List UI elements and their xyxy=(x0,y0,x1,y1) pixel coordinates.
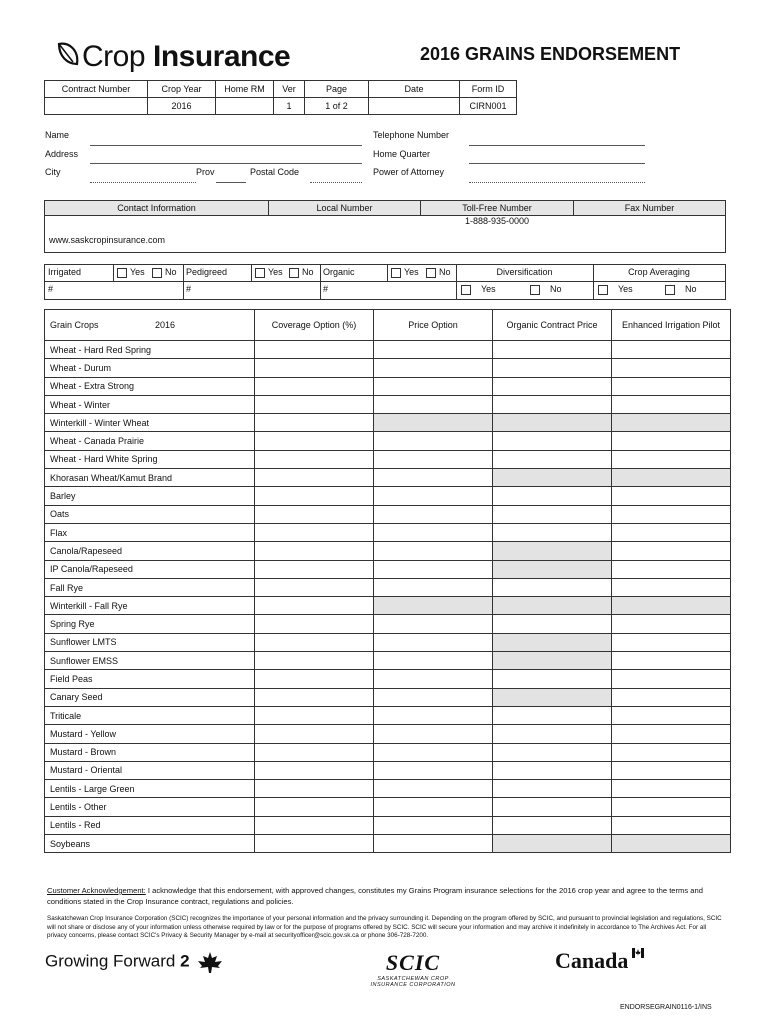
contact-header-row xyxy=(45,201,725,216)
prov-field[interactable] xyxy=(216,182,246,183)
growing-forward-text: Growing Forward xyxy=(45,951,176,971)
irrigated-yes-option[interactable] xyxy=(117,267,145,278)
canada-flag-icon xyxy=(632,948,644,958)
no-label: No xyxy=(302,267,314,277)
price-option-cell[interactable] xyxy=(374,377,493,395)
crop-name: Mustard - Oriental xyxy=(45,761,255,779)
no-label: No xyxy=(165,267,177,277)
yes-label: Yes xyxy=(130,267,145,277)
organic-contract-price-cell[interactable] xyxy=(493,377,612,395)
price-option-cell[interactable] xyxy=(374,395,493,413)
organic-contract-price-cell[interactable] xyxy=(493,615,612,633)
organic-contract-price-cell[interactable] xyxy=(493,341,612,359)
coverage-option-cell[interactable] xyxy=(255,560,374,578)
organic-contract-price-cell[interactable] xyxy=(493,487,612,505)
enhanced-irrigation-pilot-cell[interactable] xyxy=(612,542,731,560)
organic-contract-price-cell[interactable] xyxy=(493,395,612,413)
organic-yes-option[interactable] xyxy=(391,267,419,278)
city-label: City xyxy=(45,167,61,177)
checkbox-icon[interactable] xyxy=(255,268,265,278)
yes-label: Yes xyxy=(481,284,496,294)
coverage-option-cell[interactable] xyxy=(255,743,374,761)
price-option-cell[interactable] xyxy=(374,469,493,487)
contact-information-header: Contact Information xyxy=(45,201,269,215)
table-row xyxy=(45,835,731,853)
enhanced-irrigation-pilot-header: Enhanced Irrigation Pilot xyxy=(612,310,731,341)
crop-name: Wheat - Hard Red Spring xyxy=(45,341,255,359)
table-row xyxy=(45,341,731,359)
price-option-cell[interactable] xyxy=(374,359,493,377)
logo-crop-text: Crop xyxy=(82,40,146,73)
growing-forward-logo xyxy=(45,950,226,974)
enhanced-irrigation-pilot-cell[interactable] xyxy=(612,432,731,450)
yes-label: Yes xyxy=(618,284,633,294)
scic-subtext-2: INSURANCE CORPORATION xyxy=(370,982,456,988)
diversification-label: Diversification xyxy=(496,267,553,277)
crop-name: Canary Seed xyxy=(45,688,255,706)
contract-number-header: Contract Number xyxy=(45,81,148,98)
name-field[interactable] xyxy=(90,145,362,146)
table-row xyxy=(45,670,731,688)
table-row xyxy=(45,505,731,523)
crop-name: Khorasan Wheat/Kamut Brand xyxy=(45,469,255,487)
postal-code-label: Postal Code xyxy=(250,167,300,177)
table-row xyxy=(45,578,731,596)
organic-contract-price-cell xyxy=(493,469,612,487)
crop-name: Field Peas xyxy=(45,670,255,688)
checkbox-icon[interactable] xyxy=(152,268,162,278)
price-option-cell[interactable] xyxy=(374,542,493,560)
growing-forward-number: 2 xyxy=(180,951,190,971)
crop-name: Winterkill - Winter Wheat xyxy=(45,414,255,432)
enhanced-irrigation-pilot-cell xyxy=(612,469,731,487)
home-rm-field[interactable] xyxy=(216,98,274,115)
date-field[interactable] xyxy=(369,98,460,115)
table-row xyxy=(45,615,731,633)
form-id-value: CIRN001 xyxy=(460,98,517,115)
coverage-option-cell[interactable] xyxy=(255,395,374,413)
crop-name: Spring Rye xyxy=(45,615,255,633)
coverage-option-cell[interactable] xyxy=(255,706,374,724)
table-row xyxy=(45,816,731,834)
organic-contract-price-cell[interactable] xyxy=(493,670,612,688)
price-option-cell[interactable] xyxy=(374,652,493,670)
crop-name: Sunflower LMTS xyxy=(45,633,255,651)
coverage-option-cell[interactable] xyxy=(255,835,374,853)
enhanced-irrigation-pilot-cell[interactable] xyxy=(612,670,731,688)
no-label: No xyxy=(685,284,697,294)
no-label: No xyxy=(439,267,451,277)
table-row xyxy=(45,523,731,541)
coverage-option-cell[interactable] xyxy=(255,487,374,505)
organic-contract-price-cell xyxy=(493,597,612,615)
local-number-header: Local Number xyxy=(269,201,421,215)
scic-logo xyxy=(363,950,463,988)
price-option-cell[interactable] xyxy=(374,761,493,779)
organic-contract-price-cell[interactable] xyxy=(493,432,612,450)
enhanced-irrigation-pilot-cell[interactable] xyxy=(612,798,731,816)
coverage-option-cell[interactable] xyxy=(255,688,374,706)
enhanced-irrigation-pilot-cell[interactable] xyxy=(612,816,731,834)
yes-label: Yes xyxy=(404,267,419,277)
crop-year-value: 2016 xyxy=(148,98,216,115)
crop-year-header: Crop Year xyxy=(148,81,216,98)
crop-name: Wheat - Winter xyxy=(45,395,255,413)
price-option-cell[interactable] xyxy=(374,743,493,761)
table-row xyxy=(45,450,731,468)
organic-number-field[interactable]: # xyxy=(323,284,329,294)
crop-year-label: 2016 xyxy=(155,320,176,330)
canada-wordmark xyxy=(555,948,644,974)
price-option-cell[interactable] xyxy=(374,706,493,724)
checkbox-icon[interactable] xyxy=(665,285,675,295)
price-option-cell[interactable] xyxy=(374,450,493,468)
enhanced-irrigation-pilot-cell[interactable] xyxy=(612,377,731,395)
coverage-option-cell[interactable] xyxy=(255,597,374,615)
crop-name: Soybeans xyxy=(45,835,255,853)
table-row xyxy=(45,432,731,450)
coverage-option-header: Coverage Option (%) xyxy=(255,310,374,341)
enhanced-irrigation-pilot-cell xyxy=(612,835,731,853)
crop-averaging-no-option[interactable] xyxy=(665,284,697,295)
website-link[interactable]: www.saskcropinsurance.com xyxy=(49,235,166,245)
organic-contract-price-cell[interactable] xyxy=(493,761,612,779)
enhanced-irrigation-pilot-cell[interactable] xyxy=(612,487,731,505)
page-title: 2016 GRAINS ENDORSEMENT xyxy=(420,44,681,64)
organic-label: Organic xyxy=(323,267,355,277)
page-value: 1 of 2 xyxy=(305,98,369,115)
irrigated-label: Irrigated xyxy=(48,267,82,277)
contract-table xyxy=(44,80,517,115)
diversification-no-option[interactable] xyxy=(530,284,562,295)
crop-name: Winterkill - Fall Rye xyxy=(45,597,255,615)
organic-contract-price-cell[interactable] xyxy=(493,780,612,798)
table-row xyxy=(45,560,731,578)
table-row xyxy=(45,597,731,615)
power-of-attorney-label: Power of Attorney xyxy=(373,167,445,177)
coverage-option-cell[interactable] xyxy=(255,469,374,487)
ver-value: 1 xyxy=(274,98,305,115)
address-field[interactable] xyxy=(90,163,362,164)
coverage-option-cell[interactable] xyxy=(255,816,374,834)
table-row xyxy=(45,469,731,487)
coverage-option-cell[interactable] xyxy=(255,761,374,779)
price-option-cell[interactable] xyxy=(374,798,493,816)
page-header: Page xyxy=(305,81,369,98)
enhanced-irrigation-pilot-cell[interactable] xyxy=(612,615,731,633)
coverage-option-cell[interactable] xyxy=(255,798,374,816)
price-option-cell xyxy=(374,414,493,432)
crop-name: Triticale xyxy=(45,706,255,724)
price-option-cell[interactable] xyxy=(374,523,493,541)
price-option-cell[interactable] xyxy=(374,432,493,450)
checkbox-icon[interactable] xyxy=(461,285,471,295)
crop-name: Lentils - Other xyxy=(45,798,255,816)
organic-contract-price-cell[interactable] xyxy=(493,816,612,834)
organic-no-option[interactable] xyxy=(426,267,451,278)
price-option-cell[interactable] xyxy=(374,341,493,359)
table-row xyxy=(45,761,731,779)
home-quarter-label: Home Quarter xyxy=(373,149,431,159)
grain-crops-label: Grain Crops xyxy=(50,320,99,330)
coverage-option-cell[interactable] xyxy=(255,450,374,468)
enhanced-irrigation-pilot-cell[interactable] xyxy=(612,450,731,468)
enhanced-irrigation-pilot-cell[interactable] xyxy=(612,780,731,798)
telephone-field[interactable] xyxy=(469,145,645,146)
table-row xyxy=(45,780,731,798)
logo-insurance-text: Insurance xyxy=(153,40,291,73)
leaf-icon xyxy=(55,40,81,70)
pedigreed-no-option[interactable] xyxy=(289,267,314,278)
enhanced-irrigation-pilot-cell[interactable] xyxy=(612,560,731,578)
contract-number-field[interactable] xyxy=(45,98,148,115)
checkbox-icon[interactable] xyxy=(391,268,401,278)
table-row xyxy=(45,377,731,395)
fax-number-header: Fax Number xyxy=(624,203,675,213)
crop-name: Barley xyxy=(45,487,255,505)
crop-name: Lentils - Large Green xyxy=(45,780,255,798)
coverage-option-cell[interactable] xyxy=(255,341,374,359)
crop-name: Mustard - Brown xyxy=(45,743,255,761)
coverage-option-cell[interactable] xyxy=(255,670,374,688)
postal-code-field[interactable] xyxy=(310,182,362,183)
enhanced-irrigation-pilot-cell[interactable] xyxy=(612,725,731,743)
crop-name: Mustard - Yellow xyxy=(45,725,255,743)
irrigated-number-field[interactable]: # xyxy=(48,284,54,294)
checkbox-icon[interactable] xyxy=(117,268,127,278)
city-field[interactable] xyxy=(90,182,196,183)
options-box xyxy=(44,264,726,300)
coverage-option-cell[interactable] xyxy=(255,505,374,523)
name-label: Name xyxy=(45,130,70,140)
enhanced-irrigation-pilot-cell xyxy=(612,414,731,432)
crop-name: Oats xyxy=(45,505,255,523)
enhanced-irrigation-pilot-cell[interactable] xyxy=(612,633,731,651)
enhanced-irrigation-pilot-cell[interactable] xyxy=(612,706,731,724)
enhanced-irrigation-pilot-cell[interactable] xyxy=(612,761,731,779)
enhanced-irrigation-pilot-cell[interactable] xyxy=(612,505,731,523)
enhanced-irrigation-pilot-cell[interactable] xyxy=(612,688,731,706)
canada-text: Canada xyxy=(555,948,629,973)
price-option-header: Price Option xyxy=(374,310,493,341)
date-header: Date xyxy=(369,81,460,98)
home-rm-header: Home RM xyxy=(216,81,274,98)
privacy-statement: Saskatchewan Crop Insurance Corporation (SCIC) recognizes the importance of your personal information and the privacy surrounding it. Depending on the program offered by SCIC, and pursuant to provincial legislation and regulations, SCIC will not share or disclose any of your information unless otherwise required by law or for the purpose of programs offered by SCIC. SCIC will secure your information and may archive it indefinitely in accordance to The Archives Act. For all privacy concerns, please contact SCIC's Privacy & Security Manager by e-mail at securityofficer@scic.gov.sk.ca or phone 306-728-7200. xyxy=(47,915,722,940)
prov-label: Prov xyxy=(196,167,215,177)
power-of-attorney-field[interactable] xyxy=(469,182,645,183)
table-row xyxy=(45,487,731,505)
crop-name: Sunflower EMSS xyxy=(45,652,255,670)
crop-name: Wheat - Durum xyxy=(45,359,255,377)
table-row xyxy=(45,414,731,432)
enhanced-irrigation-pilot-cell[interactable] xyxy=(612,523,731,541)
table-row xyxy=(45,652,731,670)
grain-crops-header xyxy=(45,310,255,341)
table-row xyxy=(45,542,731,560)
coverage-option-cell[interactable] xyxy=(255,359,374,377)
ver-header: Ver xyxy=(274,81,305,98)
enhanced-irrigation-pilot-cell[interactable] xyxy=(612,743,731,761)
checkbox-icon[interactable] xyxy=(598,285,608,295)
pedigreed-yes-option[interactable] xyxy=(255,267,283,278)
organic-contract-price-cell xyxy=(493,633,612,651)
organic-contract-price-cell[interactable] xyxy=(493,505,612,523)
form-code: ENDORSEGRAIN0116-1/INS xyxy=(620,1004,712,1011)
pedigreed-number-field[interactable]: # xyxy=(186,284,192,294)
maple-leaf-icon xyxy=(194,950,226,974)
price-option-cell[interactable] xyxy=(374,578,493,596)
acknowledgement-label: Customer Acknowledgement: xyxy=(47,886,146,895)
crops-header-row xyxy=(45,310,731,341)
coverage-option-cell[interactable] xyxy=(255,414,374,432)
no-label: No xyxy=(550,284,562,294)
enhanced-irrigation-pilot-cell[interactable] xyxy=(612,359,731,377)
coverage-option-cell[interactable] xyxy=(255,725,374,743)
organic-contract-price-cell[interactable] xyxy=(493,725,612,743)
crop-name: Flax xyxy=(45,523,255,541)
organic-contract-price-cell[interactable] xyxy=(493,706,612,724)
telephone-label: Telephone Number xyxy=(373,130,450,140)
coverage-option-cell[interactable] xyxy=(255,578,374,596)
irrigated-no-option[interactable] xyxy=(152,267,177,278)
toll-free-header: Toll-Free Number xyxy=(421,201,574,215)
coverage-option-cell[interactable] xyxy=(255,377,374,395)
price-option-cell[interactable] xyxy=(374,725,493,743)
organic-contract-price-header: Organic Contract Price xyxy=(493,310,612,341)
customer-acknowledgement xyxy=(47,886,723,907)
acknowledgement-text: I acknowledge that this endorsement, with approved changes, constitutes my Grains Program insurance selections for the 2016 crop year and agree to the terms and conditions stated in the Crop Insurance contract, regulations and policies. xyxy=(47,886,703,906)
table-row xyxy=(45,798,731,816)
contact-box xyxy=(44,200,726,253)
price-option-cell[interactable] xyxy=(374,780,493,798)
organic-contract-price-cell[interactable] xyxy=(493,578,612,596)
table-row xyxy=(45,706,731,724)
price-option-cell[interactable] xyxy=(374,816,493,834)
table-row xyxy=(45,633,731,651)
crop-averaging-label: Crop Averaging xyxy=(628,267,690,277)
crop-averaging-yes-option[interactable] xyxy=(598,284,633,295)
enhanced-irrigation-pilot-cell[interactable] xyxy=(612,395,731,413)
organic-contract-price-cell xyxy=(493,414,612,432)
crop-name: Canola/Rapeseed xyxy=(45,542,255,560)
yes-label: Yes xyxy=(268,267,283,277)
organic-contract-price-cell[interactable] xyxy=(493,523,612,541)
price-option-cell[interactable] xyxy=(374,505,493,523)
coverage-option-cell[interactable] xyxy=(255,633,374,651)
table-row xyxy=(45,688,731,706)
grain-crops-table xyxy=(44,309,731,853)
coverage-option-cell[interactable] xyxy=(255,432,374,450)
pedigreed-label: Pedigreed xyxy=(186,267,228,277)
organic-contract-price-cell xyxy=(493,688,612,706)
checkbox-icon[interactable] xyxy=(289,268,299,278)
price-option-cell[interactable] xyxy=(374,615,493,633)
form-id-header: Form ID xyxy=(460,81,517,98)
crop-name: Lentils - Red xyxy=(45,816,255,834)
price-option-cell[interactable] xyxy=(374,688,493,706)
enhanced-irrigation-pilot-cell xyxy=(612,597,731,615)
coverage-option-cell[interactable] xyxy=(255,615,374,633)
crop-name: IP Canola/Rapeseed xyxy=(45,560,255,578)
price-option-cell[interactable] xyxy=(374,560,493,578)
price-option-cell xyxy=(374,597,493,615)
diversification-yes-option[interactable] xyxy=(461,284,496,295)
coverage-option-cell[interactable] xyxy=(255,542,374,560)
toll-free-value: 1-888-935-0000 xyxy=(464,216,530,226)
organic-contract-price-cell xyxy=(493,560,612,578)
crop-name: Wheat - Hard White Spring xyxy=(45,450,255,468)
organic-contract-price-cell xyxy=(493,835,612,853)
price-option-cell[interactable] xyxy=(374,835,493,853)
coverage-option-cell[interactable] xyxy=(255,523,374,541)
table-row xyxy=(45,725,731,743)
table-row xyxy=(45,395,731,413)
organic-contract-price-cell[interactable] xyxy=(493,450,612,468)
checkbox-icon[interactable] xyxy=(530,285,540,295)
checkbox-icon[interactable] xyxy=(426,268,436,278)
price-option-cell[interactable] xyxy=(374,487,493,505)
crop-name: Fall Rye xyxy=(45,578,255,596)
address-label: Address xyxy=(45,149,79,159)
organic-contract-price-cell[interactable] xyxy=(493,743,612,761)
enhanced-irrigation-pilot-cell[interactable] xyxy=(612,578,731,596)
crop-name: Wheat - Extra Strong xyxy=(45,377,255,395)
organic-contract-price-cell xyxy=(493,652,612,670)
table-row xyxy=(45,743,731,761)
home-quarter-field[interactable] xyxy=(469,163,645,164)
table-row xyxy=(45,359,731,377)
organic-contract-price-cell[interactable] xyxy=(493,798,612,816)
enhanced-irrigation-pilot-cell[interactable] xyxy=(612,652,731,670)
organic-contract-price-cell[interactable] xyxy=(493,359,612,377)
organic-contract-price-cell xyxy=(493,542,612,560)
scic-text: SCIC xyxy=(385,950,441,975)
coverage-option-cell[interactable] xyxy=(255,652,374,670)
scic-subtext-1: SASKATCHEWAN CROP xyxy=(377,976,449,982)
enhanced-irrigation-pilot-cell[interactable] xyxy=(612,341,731,359)
price-option-cell[interactable] xyxy=(374,670,493,688)
crop-name: Wheat - Canada Prairie xyxy=(45,432,255,450)
coverage-option-cell[interactable] xyxy=(255,780,374,798)
price-option-cell[interactable] xyxy=(374,633,493,651)
